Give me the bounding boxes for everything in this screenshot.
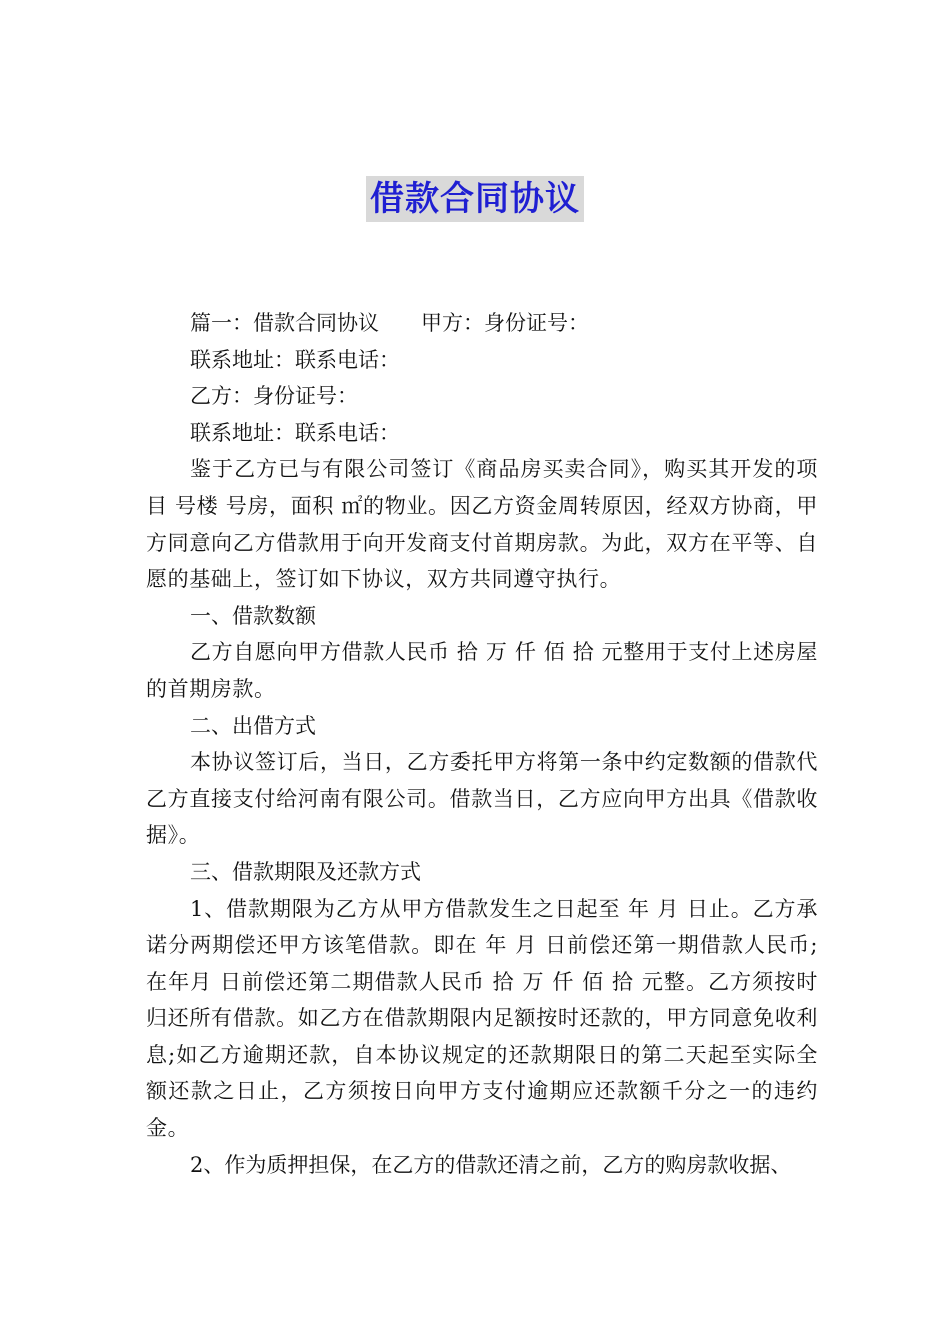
document-title: 借款合同协议 xyxy=(366,176,584,222)
title-block xyxy=(0,176,950,222)
paragraph-preamble: 篇一：借款合同协议 甲方：身份证号： xyxy=(190,311,589,335)
paragraph-party-b-contact: 联系地址：联系电话： xyxy=(190,420,400,445)
paragraph-term-2: 2、作为质押担保，在乙方的借款还清之前，乙方的购房款收据、 xyxy=(190,1152,792,1177)
section-heading-term: 三、借款期限及还款方式 xyxy=(190,859,421,884)
paragraph-method: 本协议签订后，当日，乙方委托甲方将第一条中约定数额的借款代乙方直接支付给河南有限公司。借款当日，乙方应向甲方出具《借款收据》。 xyxy=(146,750,818,848)
paragraph-amount: 乙方自愿向甲方借款人民币 拾 万 仟 佰 拾 元整用于支付上述房屋的首期房款。 xyxy=(146,640,818,701)
document-body xyxy=(146,305,818,1183)
section-heading-method: 二、出借方式 xyxy=(190,713,316,738)
section-heading-amount: 一、借款数额 xyxy=(190,603,316,628)
paragraph-party-a-contact: 联系地址：联系电话： xyxy=(190,347,400,372)
paragraph-party-b: 乙方：身份证号： xyxy=(190,384,358,409)
paragraph-recital: 鉴于乙方已与有限公司签订《商品房买卖合同》，购买其开发的项目 号楼 号房，面积 ㎡的物业。因乙方资金周转原因，经双方协商，甲方同意向乙方借款用于向开发商支付首期房款。为此，双方在平等、自愿的基础上，签订如下协议，双方共同遵守执行。 xyxy=(146,457,818,592)
paragraph-term-1: 1、借款期限为乙方从甲方借款发生之日起至 年 月 日止。乙方承诺分两期偿还甲方该笔借款。即在 年 月 日前偿还第一期借款人民币;在年月 日前偿还第二期借款人民币 拾 万 仟 佰 拾 元整。乙方须按时归还所有借款。如乙方在借款期限内足额按时还款的，甲方同意免收利息;如乙方逾期还款，自本协议规定的还款期限日的第二天起至实际全额还款之日止，乙方须按日向甲方支付逾期应还款额千分之一的违约金。 xyxy=(146,896,818,1141)
